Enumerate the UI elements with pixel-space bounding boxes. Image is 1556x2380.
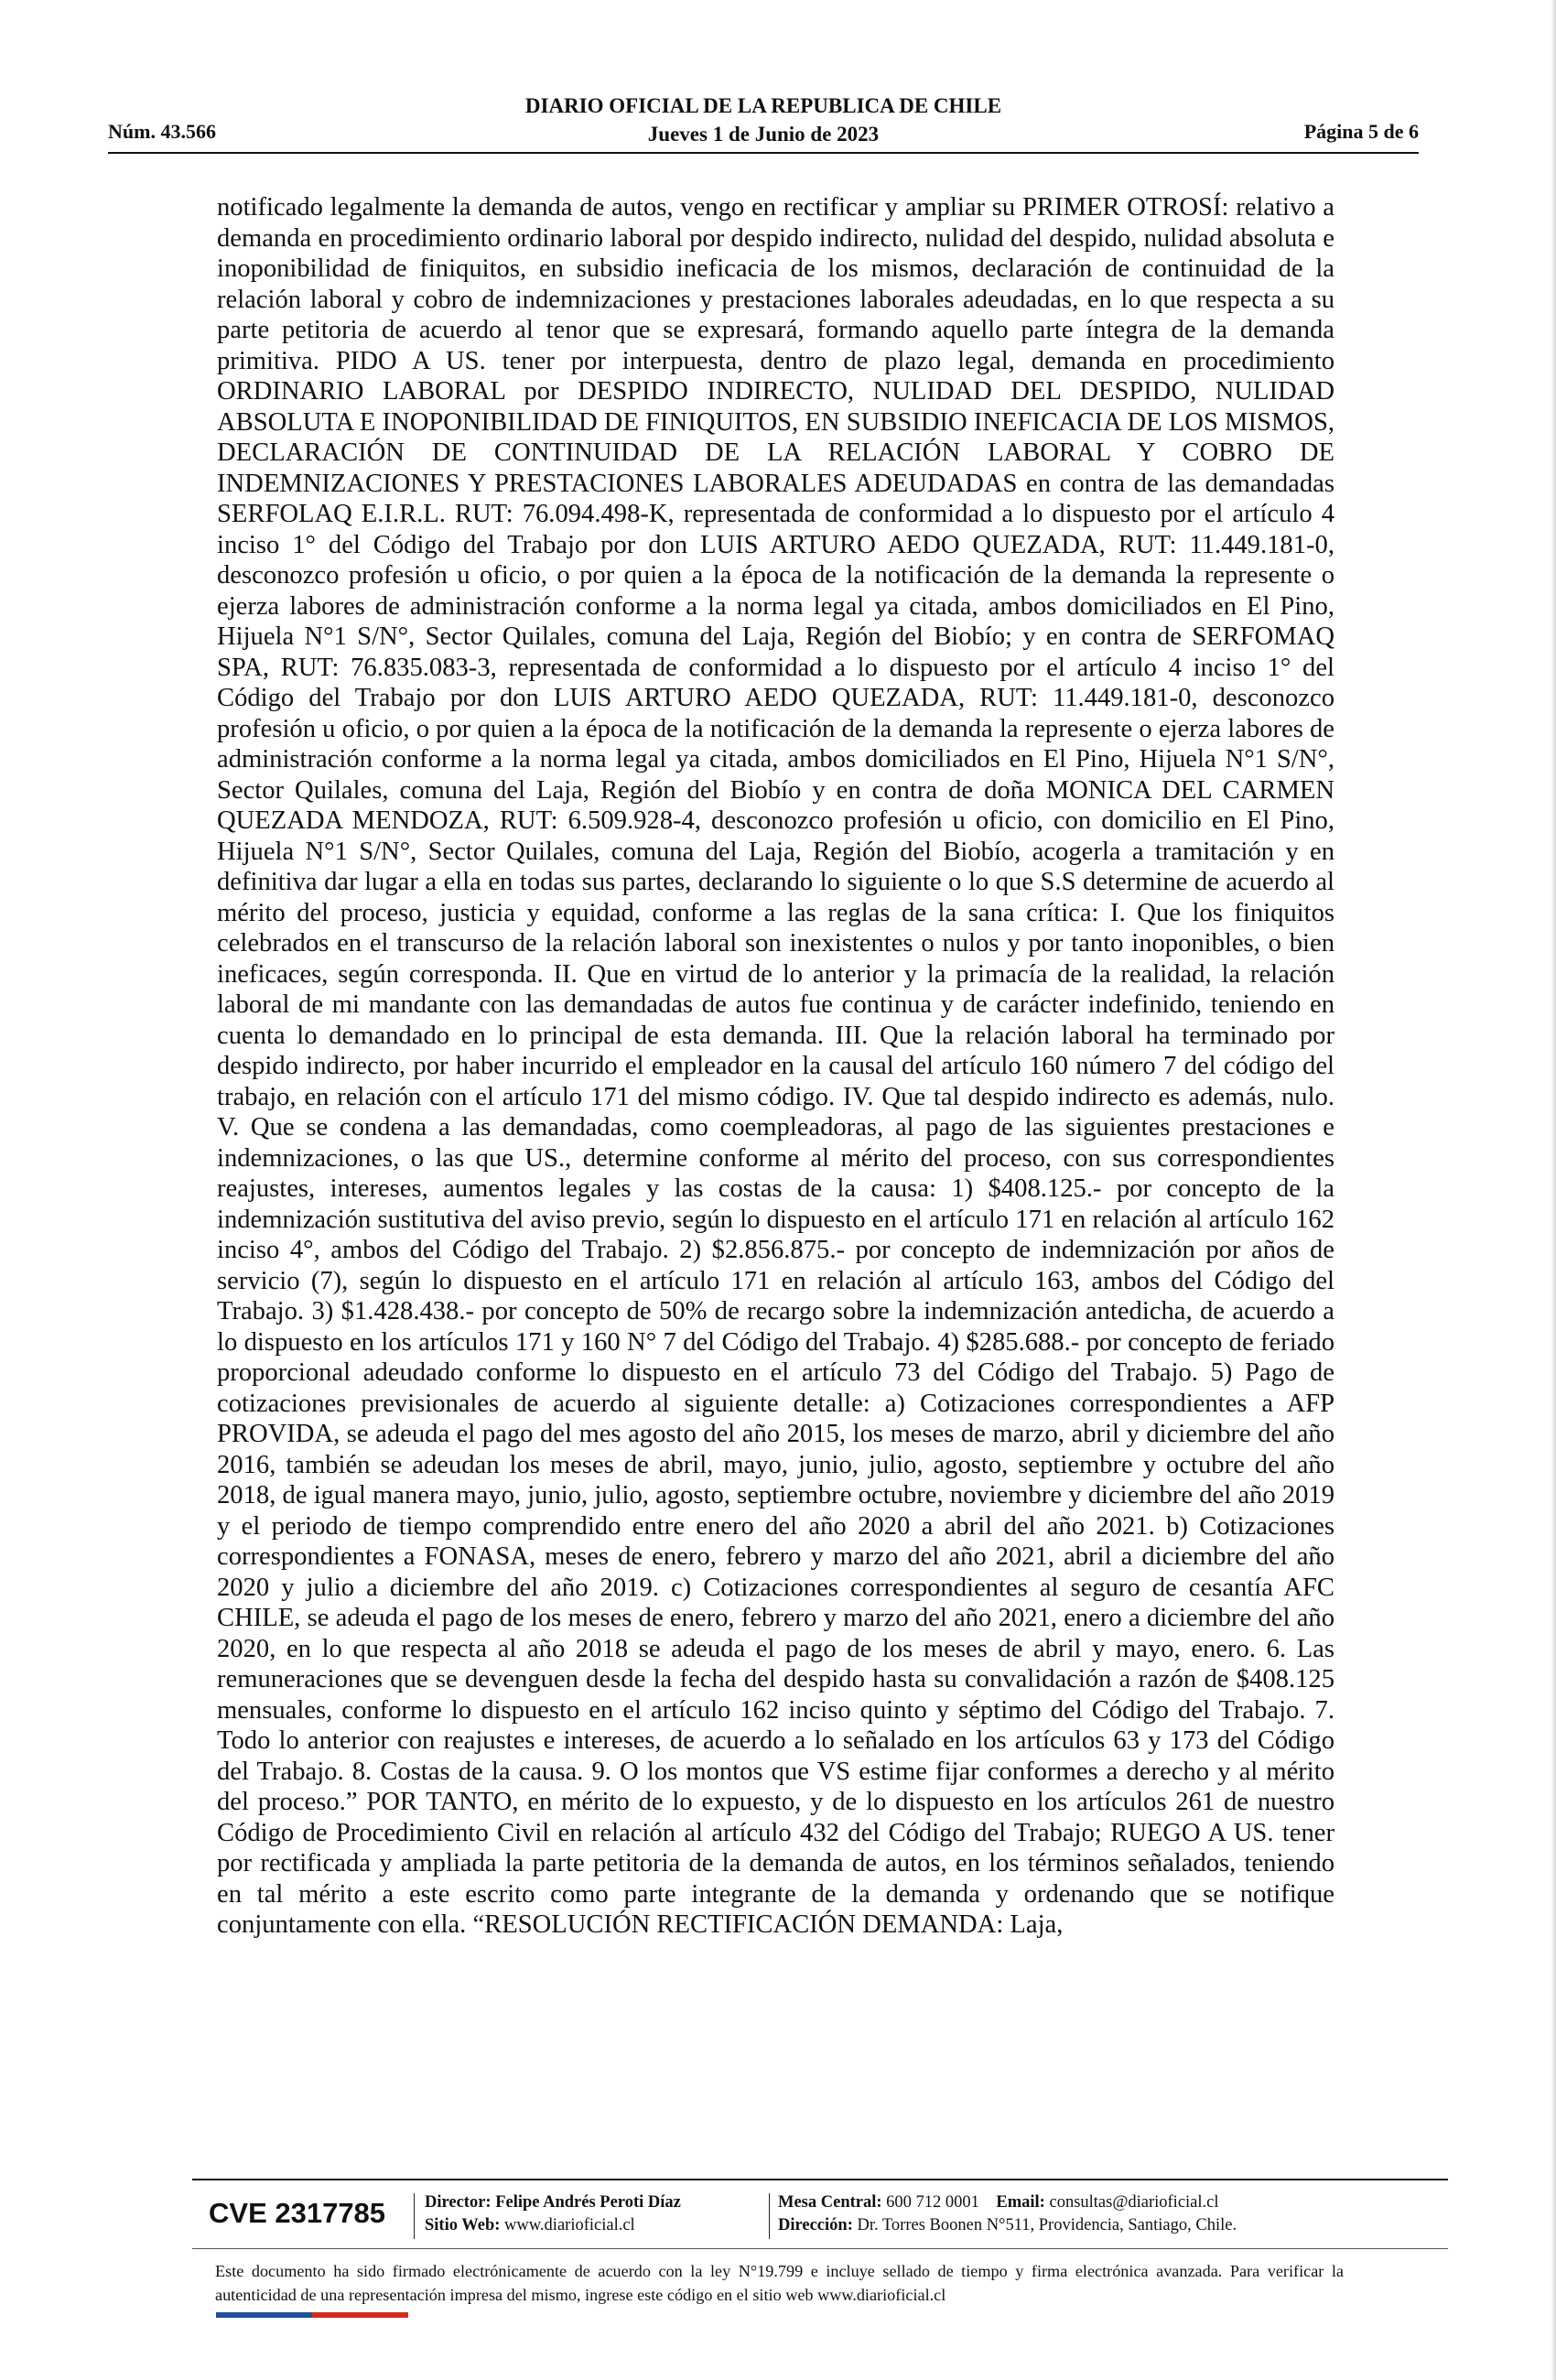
footer-divider-thin — [192, 2248, 1448, 2249]
issue-number: Núm. 43.566 — [108, 120, 216, 143]
director-label: Director: — [425, 2193, 492, 2212]
footer-separator — [769, 2193, 770, 2239]
footer-contact-block — [778, 2191, 1237, 2237]
footer-director-block — [425, 2191, 681, 2237]
flag-red-segment — [312, 2312, 408, 2318]
page-number: Página 5 de 6 — [1303, 120, 1419, 143]
flag-blue-segment — [216, 2312, 312, 2318]
electronic-signature-notice: Este documento ha sido firmado electrónicamente de acuerdo con la ley N°19.799 e incluye sellado de tiempo y firma electrónica avanzada. Para verificar la autenticidad de una representación impresa del mismo, ingrese este código en el sitio web www.diarioficial.cl — [215, 2262, 1344, 2304]
phone-number: 600 712 0001 — [886, 2193, 979, 2212]
publication-title: DIARIO OFICIAL DE LA REPUBLICA DE CHILE — [524, 94, 1002, 117]
footer-divider — [192, 2179, 1448, 2180]
address-label: Dirección: — [778, 2216, 853, 2234]
header-divider — [108, 152, 1419, 154]
email-label: Email: — [996, 2193, 1045, 2212]
email-link[interactable]: consultas@diarioficial.cl — [1049, 2193, 1219, 2212]
page-edge-shadow — [1551, 0, 1556, 2380]
website-link[interactable]: www.diarioficial.cl — [504, 2216, 635, 2234]
chile-flag-stripe — [216, 2312, 408, 2318]
footer-separator — [414, 2193, 415, 2239]
issue-date: Jueves 1 de Junio de 2023 — [647, 123, 880, 146]
phone-label: Mesa Central: — [778, 2193, 882, 2212]
cve-code: CVE 2317785 — [209, 2197, 386, 2229]
website-label: Sitio Web: — [425, 2216, 501, 2234]
page-header — [108, 92, 1419, 148]
director-name: Felipe Andrés Peroti Díaz — [495, 2193, 681, 2212]
document-body: notificado legalmente la demanda de autos, vengo en rectificar y ampliar su PRIMER OTROSÍ: relativo a demanda en procedimiento ordinario laboral por despido indirecto, nulidad del despido, nulidad absoluta e inoponibilidad de finiquitos, en subsidio ineficacia de los mismos, declaración de continuidad de la relación laboral y cobro de indemnizaciones y prestaciones laborales adeudadas, en lo que respecta a su parte petitoria de acuerdo al tenor que se expresará, formando aquello parte íntegra de la demanda primitiva. PIDO A US. tener por interpuesta, dentro de plazo legal, demanda en procedimiento ORDINARIO LABORAL por DESPIDO INDIRECTO, NULIDAD DEL DESPIDO, NULIDAD ABSOLUTA E INOPONIBILIDAD DE FINIQUITOS, EN SUBSIDIO INEFICACIA DE LOS MISMOS, DECLARACIÓN DE CONTINUIDAD DE LA RELACIÓN LABORAL Y COBRO DE INDEMNIZACIONES Y PRESTACIONES LABORALES ADEUDADAS en contra de las demandadas SERFOLAQ E.I.R.L. RUT: 76.094.498-K, representada de conformidad a lo dispuesto por el artículo 4 inciso 1° del Código del Trabajo por don LUIS ARTURO AEDO QUEZADA, RUT: 11.449.181-0, desconozco profesión u oficio, o por quien a la época de la notificación de la demanda la represente o ejerza labores de administración conforme a la norma legal ya citada, ambos domiciliados en El Pino, Hijuela N°1 S/N°, Sector Quilales, comuna del Laja, Región del Biobío; y en contra de SERFOMAQ SPA, RUT: 76.835.083-3, representada de conformidad a lo dispuesto por el artículo 4 inciso 1° del Código del Trabajo por don LUIS ARTURO AEDO QUEZADA, RUT: 11.449.181-0, desconozco profesión u oficio, o por quien a la época de la notificación de la demanda la represente o ejerza labores de administración conforme a la norma legal ya citada, ambos domiciliados en El Pino, Hijuela N°1 S/N°, Sector Quilales, comuna del Laja, Región del Biobío y en contra de doña MONICA DEL CARMEN QUEZADA MENDOZA, RUT: 6.509.928-4, desconozco profesión u oficio, con domicilio en El Pino, Hijuela N°1 S/N°, Sector Quilales, comuna del Laja, Región del Biobío, acogerla a tramitación y en definitiva dar lugar a ella en todas sus partes, declarando lo siguiente o lo que S.S determine de acuerdo al mérito del proceso, justicia y equidad, conforme a las reglas de la sana crítica: I. Que los finiquitos celebrados en el transcurso de la relación laboral son inexistentes o nulos y por tanto inoponibles, o bien ineficaces, según corresponda. II. Que en virtud de lo anterior y la primacía de la realidad, la relación laboral de mi mandante con las demandadas de autos fue continua y de carácter indefinido, teniendo en cuenta lo demandado en lo principal de esta demanda. III. Que la relación laboral ha terminado por despido indirecto, por haber incurrido el empleador en la causal del artículo 160 número 7 del código del trabajo, en relación con el artículo 171 del mismo código. IV. Que tal despido indirecto es además, nulo. V. Que se condena a las demandadas, como coempleadoras, al pago de las siguientes prestaciones e indemnizaciones, o las que US., determine conforme al mérito del proceso, con sus correspondientes reajustes, intereses, aumentos legales y las costas de la causa: 1) $408.125.- por concepto de la indemnización sustitutiva del aviso previo, según lo dispuesto en el artículo 171 en relación al artículo 162 inciso 4°, ambos del Código del Trabajo. 2) $2.856.875.- por concepto de indemnización por años de servicio (7), según lo dispuesto en el artículo 171 en relación al artículo 163, ambos del Código del Trabajo. 3) $1.428.438.- por concepto de 50% de recargo sobre la indemnización antedicha, de acuerdo a lo dispuesto en los artículos 171 y 160 N° 7 del Código del Trabajo. 4) $285.688.- por concepto de feriado proporcional adeudado conforme lo dispuesto en el artículo 73 del Código del Trabajo. 5) Pago de cotizaciones previsionales de acuerdo al siguiente detalle: a) Cotizaciones correspondientes a AFP PROVIDA, se adeuda el pago del mes agosto del año 2015, los meses de marzo, abril y diciembre del año 2016, también se adeudan los meses de abril, mayo, junio, julio, agosto, septiembre y octubre del año 2018, de igual manera mayo, junio, julio, agosto, septiembre octubre, noviembre y diciembre del año 2019 y el periodo de tiempo comprendido entre enero del año 2020 a abril del año 2021. b) Cotizaciones correspondientes a FONASA, meses de enero, febrero y marzo del año 2021, abril a diciembre del año 2020 y julio a diciembre del año 2019. c) Cotizaciones correspondientes al seguro de cesantía AFC CHILE, se adeuda el pago de los meses de enero, febrero y marzo del año 2021, enero a diciembre del año 2020, en lo que respecta al año 2018 se adeuda el pago de los meses de abril y mayo, enero. 6. Las remuneraciones que se devenguen desde la fecha del despido hasta su convalidación a razón de $408.125 mensuales, conforme lo dispuesto en el artículo 162 inciso quinto y séptimo del Código del Trabajo. 7. Todo lo anterior con reajustes e intereses, de acuerdo a lo señalado en los artículos 63 y 173 del Código del Trabajo. 8. Costas de la causa. 9. O los montos que VS estime fijar conformes a derecho y al mérito del proceso.” POR TANTO, en mérito de lo expuesto, y de lo dispuesto en los artículos 261 de nuestro Código de Procedimiento Civil en relación al artículo 432 del Código del Trabajo; RUEGO A US. tener por rectificada y ampliada la parte petitoria de la demanda de autos, en los términos señalados, teniendo en tal mérito a este escrito como parte integrante de la demanda y ordenando que se notifique conjuntamente con ella. “RESOLUCIÓN RECTIFICACIÓN DEMANDA: Laja, — [217, 193, 1334, 1939]
address-text: Dr. Torres Boonen N°511, Providencia, Santiago, Chile. — [857, 2216, 1237, 2234]
